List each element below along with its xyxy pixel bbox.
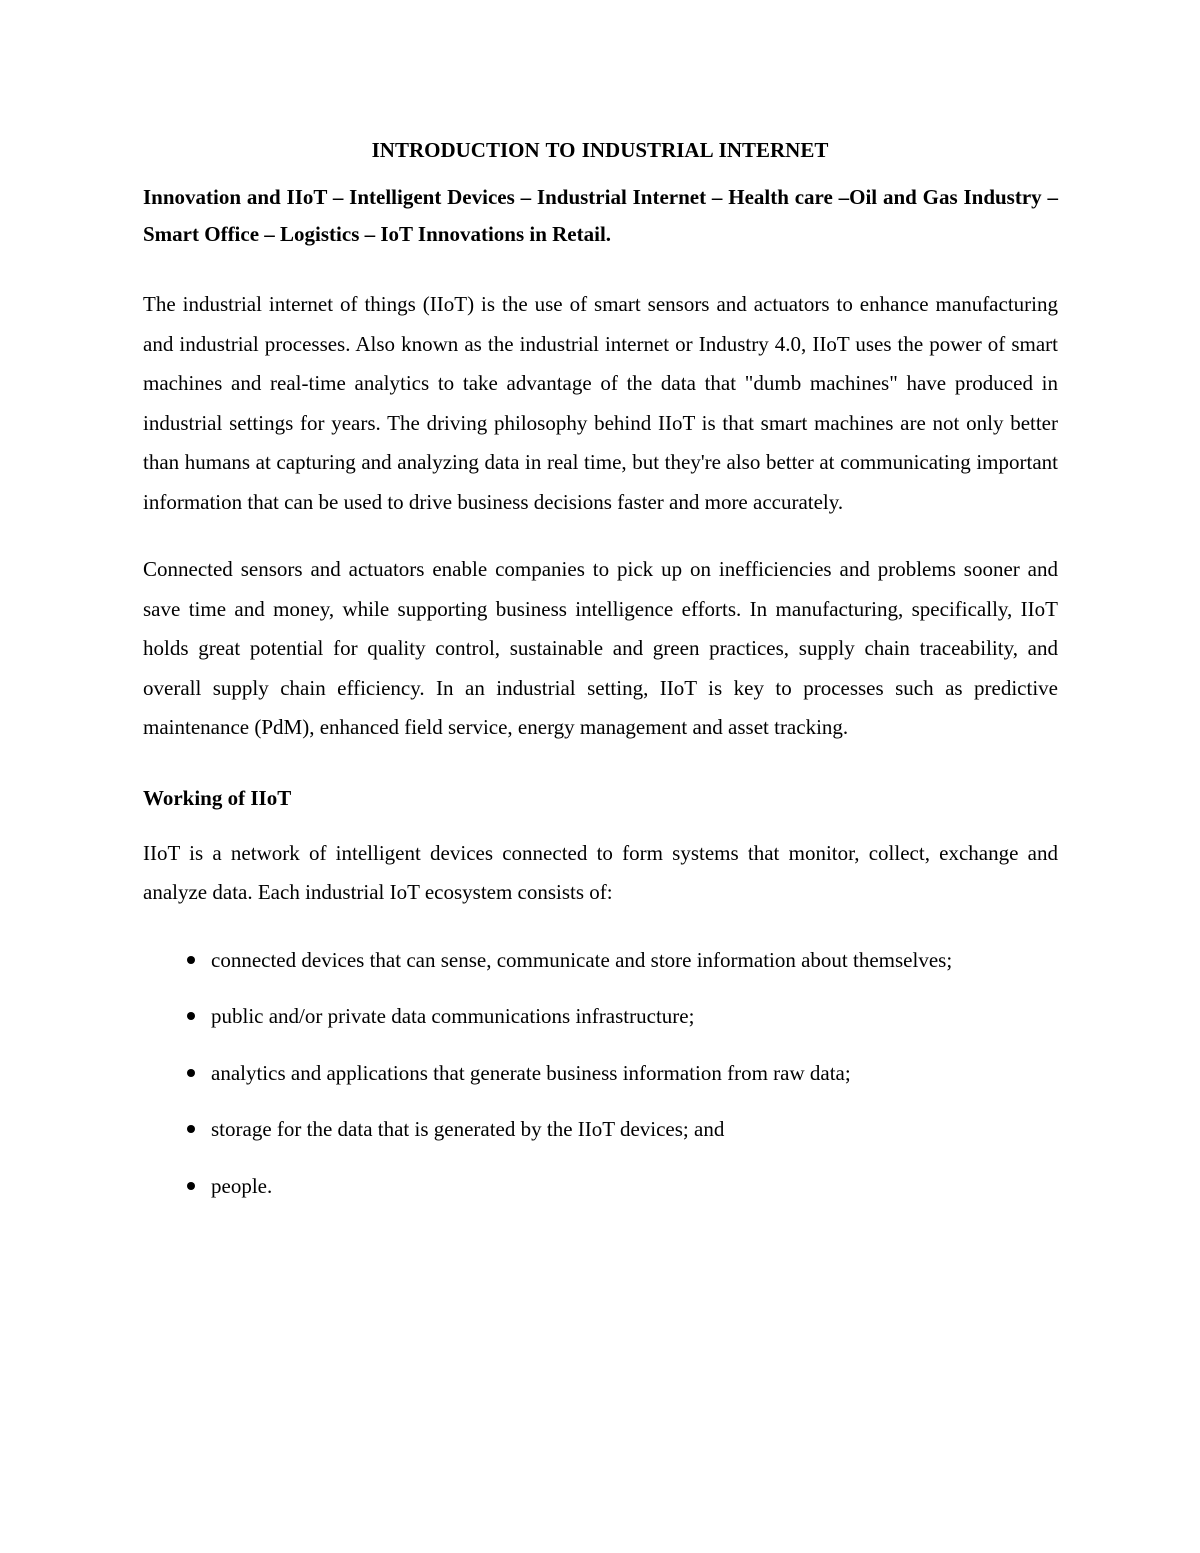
list-item-text: people. [211, 1173, 273, 1198]
list-item [143, 940, 1058, 980]
document-title: INTRODUCTION TO INDUSTRIAL INTERNET [371, 138, 829, 162]
bullet-icon [187, 1069, 195, 1077]
ecosystem-list [143, 940, 1058, 1206]
list-item [143, 1109, 1058, 1149]
intro-paragraph: The industrial internet of things (IIoT) is the use of smart sensors and actuators to enhance manufacturing and industrial processes. Also known as the industrial internet or Industry 4.0, IIoT uses the power of smart machines and real-time analytics to take advantage of the data that "dumb machines" have produced in industrial settings for years. The driving philosophy behind IIoT is that smart machines are not only better than humans at capturing and analyzing data in real time, but they're also better at communicating important information that can be used to drive business decisions faster and more accurately. [143, 292, 1058, 514]
benefits-paragraph: Connected sensors and actuators enable companies to pick up on inefficiencies and problems sooner and save time and money, while supporting business intelligence efforts. In manufacturing, specifically, IIoT holds great potential for quality control, sustainable and green practices, supply chain traceability, and overall supply chain efficiency. In an industrial setting, IIoT is key to processes such as predictive maintenance (PdM), enhanced field service, energy management and asset tracking. [143, 557, 1058, 739]
list-item [143, 1166, 1058, 1206]
list-item-text: storage for the data that is generated by the IIoT devices; and [211, 1117, 725, 1141]
list-item [143, 996, 1058, 1036]
list-item-text: public and/or private data communications infrastructure; [211, 1004, 695, 1028]
document-body [143, 179, 1058, 1222]
bullet-icon [187, 1012, 195, 1020]
list-item [143, 1053, 1058, 1093]
bullet-icon [187, 1125, 195, 1133]
bullet-icon [187, 1182, 195, 1190]
bullet-icon [187, 956, 195, 964]
section-paragraph: IIoT is a network of intelligent devices connected to form systems that monitor, collect, exchange and analyze data. Each industrial IoT ecosystem consists of: [143, 840, 1058, 904]
list-item-text: analytics and applications that generate business information from raw data; [211, 1060, 851, 1085]
list-item-text: connected devices that can sense, communicate and store information about themselves; [211, 947, 953, 972]
section-heading: Working of IIoT [143, 785, 292, 810]
topics-line: Innovation and IIoT – Intelligent Devices – Industrial Internet – Health care –Oil and Gas Industry – Smart Office – Logistics – IoT Innovations in Retail. [143, 185, 1058, 246]
